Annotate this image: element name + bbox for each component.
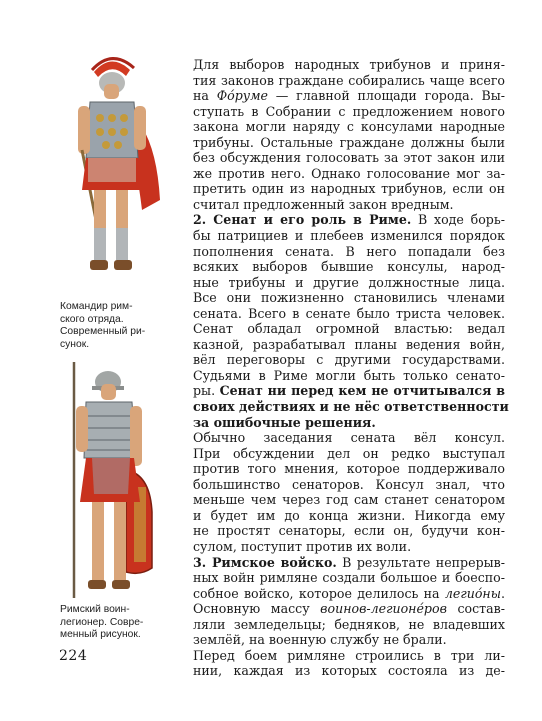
paragraph-consul — [177, 430, 505, 554]
figure-caption-legionary: Римский воин- легионер. Совре- менный рисунок. — [60, 604, 144, 641]
section-heading-senate: 2. Сенат и его роль в Риме. — [193, 212, 412, 228]
text-line: претить один из народных трибунов, если он — [193, 181, 505, 197]
text-line: Сенат обладал огромной властью: ведал — [193, 321, 505, 337]
text-line: Для выборов народных трибунов и приня- — [193, 57, 505, 72]
bold-phrase: за ошибочные решения. — [193, 414, 376, 430]
roman-commander-illustration — [56, 50, 168, 290]
text-line: ные трибуны и другие должностные лица. — [193, 274, 505, 290]
text-line: без обсуждения голосовать за этот закон или — [193, 150, 505, 166]
text-line: пополнения сената. В него попадали без — [193, 243, 505, 259]
text-line: Все они пожизненно становились членами — [193, 290, 505, 306]
text-line: землёй, на военную службу не брали. — [193, 632, 447, 648]
term-legions: легио́ны — [444, 585, 501, 601]
text-line: трибуны. Остальные граждане должны были — [193, 134, 505, 150]
bold-phrase: Сенат ни перед кем не отчитывался в — [219, 383, 505, 399]
text-line: же против него. Однако голосование мог за- — [193, 165, 505, 181]
text-line: Перед боем римляне строились в три ли- — [193, 647, 505, 663]
text-line: вёл переговоры с другими государствами. — [193, 352, 505, 368]
text-line: не простят сенаторы, если он, будучи кон- — [193, 523, 505, 539]
term-legionaries: воинов-легионе́ров — [320, 601, 447, 617]
paragraph-battle — [177, 648, 505, 679]
text-line: всяких выборов бывшие консулы, народ- — [193, 259, 505, 275]
roman-legionary-illustration — [56, 362, 168, 602]
text-line-heading-senate: 2. Сенат и его роль в Риме. В ходе борь- — [193, 212, 505, 228]
text-line: против того мнения, которое поддерживало — [193, 461, 505, 477]
figure-caption-commander: Командир рим- ского отряда. Современный ри- сунок. — [60, 301, 146, 350]
paragraph-forum — [177, 57, 505, 212]
text-line: закона могли наряду с консулами народные — [193, 119, 505, 135]
text-line-bold — [177, 399, 509, 415]
text-line-legionaries: Основную массу воинов-легионе́ров состав- — [193, 601, 505, 617]
paragraph-senate — [177, 212, 509, 430]
section-heading-army: 3. Римское войско. — [193, 554, 337, 570]
text-line-legions: собное войско, которое делилось на легио́ны. — [193, 585, 505, 601]
term-forum: Фо́руме — [216, 88, 268, 104]
text-line: большинство сенаторов. Консул знал, что — [193, 476, 505, 492]
text-line: нии, каждая из которых состояла из де- — [193, 663, 505, 679]
paragraph-army — [177, 555, 505, 648]
text-line: сулом, поступит против их воли. — [193, 538, 412, 554]
text-line: и будет им до конца жизни. Никогда ему — [193, 507, 505, 523]
text-line: Судьями в Риме могли быть только сенато- — [193, 367, 505, 383]
text-line: казной, разрабатывал планы ведения войн, — [193, 336, 505, 352]
text-line: При обсуждении дел он редко выступал — [193, 445, 505, 461]
text-line: меньше чем через год сам станет сенатором — [193, 492, 505, 508]
text-line: тия законов граждане собирались чаще всего — [193, 72, 505, 88]
text-line-bold: ры. Сенат ни перед кем не отчитывался в — [193, 383, 505, 399]
text-line-forum: на Фо́руме — главной площади города. Вы- — [193, 88, 506, 104]
bold-phrase: своих действиях и не нёс ответственности — [193, 399, 509, 415]
text-line: сената. Всего в сенате было триста человек. — [193, 305, 505, 321]
text-line-bold — [177, 415, 505, 431]
text-line: ляли земледельцы; бедняков, не владевших — [193, 616, 505, 632]
text-line: ных войн римляне создали большое и боеспо- — [193, 570, 505, 586]
main-text — [177, 57, 509, 679]
text-line: Обычно заседания сената вёл консул. — [193, 430, 505, 446]
page-number: 224 — [59, 648, 88, 664]
text-line-heading-army: 3. Римское войско. В результате непрерыв- — [193, 554, 505, 570]
text-line: считал предложенный закон вредным. — [193, 196, 454, 212]
text-line: ступать в Собрании с предложением нового — [193, 103, 505, 119]
text-line: бы патрициев и плебеев изменился порядок — [193, 228, 505, 244]
